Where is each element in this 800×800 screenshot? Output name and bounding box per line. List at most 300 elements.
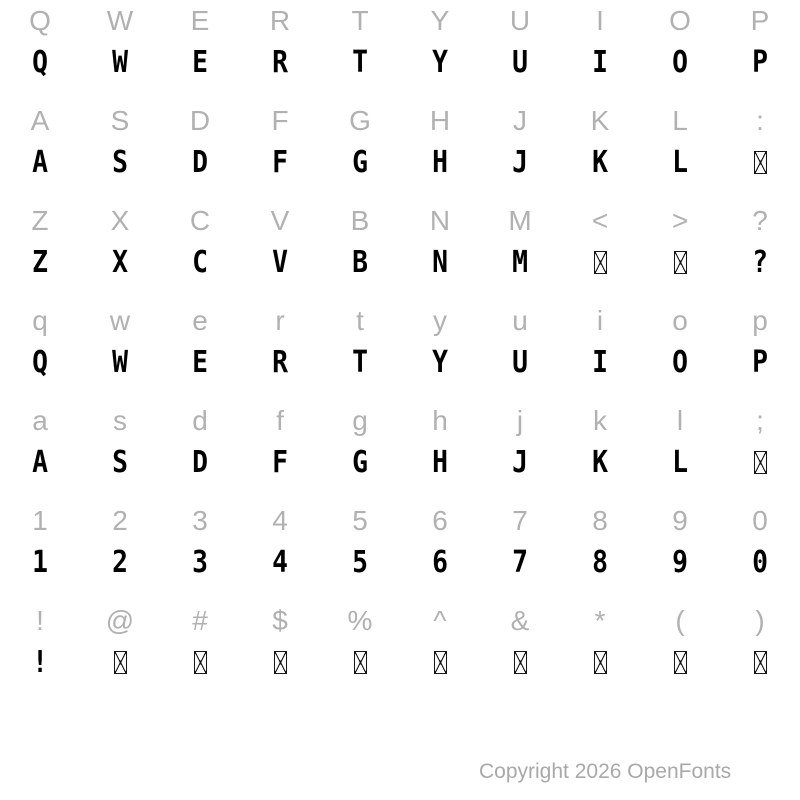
reference-cell [640,600,720,641]
missing-glyph-cell [240,640,320,685]
reference-row [0,300,800,341]
reference-cell [400,600,480,641]
rendered-char: H [432,144,448,180]
reference-char: * [594,604,606,636]
reference-cell [160,0,240,41]
reference-cell [720,0,800,41]
rendered-cell [80,440,160,485]
reference-row [0,400,800,441]
reference-cell [640,100,720,141]
rendered-char: L [672,144,688,180]
reference-cell [80,600,160,641]
reference-cell [240,400,320,441]
reference-char: > [671,204,689,236]
reference-cell [0,0,80,41]
reference-char: ) [755,604,765,636]
reference-cell [480,400,560,441]
rendered-cell [400,440,480,485]
reference-char: # [192,604,208,636]
rendered-cell [160,340,240,385]
reference-cell [240,100,320,141]
missing-glyph-cell [480,640,560,685]
rendered-char: I [592,344,608,380]
rendered-cell [320,340,400,385]
rendered-cell [240,140,320,185]
reference-char: G [349,104,371,136]
rendered-row [0,140,800,185]
rendered-cell [0,440,80,485]
reference-cell [720,500,800,541]
missing-glyph-cell [80,640,160,685]
reference-char: q [32,304,48,336]
rendered-char: 3 [192,544,208,580]
reference-char: I [596,4,604,36]
rendered-char: 2 [112,544,128,580]
rendered-cell [160,40,240,85]
rendered-row [0,440,800,485]
reference-cell [720,300,800,341]
missing-glyph-cell [720,140,800,185]
rendered-cell [480,340,560,385]
missing-glyph-cell [720,440,800,485]
rendered-cell [160,440,240,485]
reference-char: H [429,104,451,136]
reference-cell [480,200,560,241]
missing-glyph-cell [560,640,640,685]
rendered-cell [480,40,560,85]
rendered-cell [480,440,560,485]
reference-char: M [508,204,532,236]
rendered-char: T [352,344,368,380]
reference-cell [0,100,80,141]
rendered-cell [400,340,480,385]
reference-cell [80,400,160,441]
rendered-char: J [512,444,528,480]
reference-cell [240,300,320,341]
rendered-cell [0,240,80,285]
rendered-cell [400,540,480,585]
rendered-char: J [512,144,528,180]
reference-char: h [432,404,448,436]
reference-cell [480,600,560,641]
reference-cell [720,400,800,441]
rendered-cell [560,40,640,85]
rendered-char: E [192,44,208,80]
rendered-cell [160,540,240,585]
rendered-char: Q [32,44,48,80]
reference-char: P [750,4,770,36]
rendered-cell [720,340,800,385]
rendered-char: D [192,144,208,180]
reference-cell [160,200,240,241]
rendered-cell [640,540,720,585]
rendered-char: W [112,344,128,380]
notdef-box-icon [274,651,287,674]
reference-cell [560,400,640,441]
reference-cell [640,0,720,41]
rendered-cell [0,140,80,185]
reference-char: j [516,404,524,436]
notdef-box-icon [594,251,607,274]
rendered-char: 9 [672,544,688,580]
reference-row [0,600,800,641]
reference-cell [240,200,320,241]
missing-glyph-cell [160,640,240,685]
missing-glyph-cell [560,240,640,285]
reference-char: D [189,104,211,136]
reference-char: % [347,604,373,636]
reference-char: l [676,404,684,436]
reference-cell [400,100,480,141]
reference-cell [0,600,80,641]
reference-cell [80,200,160,241]
rendered-cell [320,240,400,285]
reference-char: E [190,4,210,36]
rendered-char: S [112,444,128,480]
rendered-char: I [592,44,608,80]
reference-cell [560,600,640,641]
rendered-cell [400,140,480,185]
reference-char: r [275,304,285,336]
reference-cell [400,400,480,441]
rendered-char: B [352,244,368,280]
reference-cell [560,200,640,241]
reference-char: 2 [112,504,128,536]
reference-char: J [513,104,527,136]
reference-cell [240,600,320,641]
rendered-cell [160,240,240,285]
rendered-char: Y [432,44,448,80]
reference-cell [560,100,640,141]
notdef-box-icon [594,651,607,674]
reference-cell [720,600,800,641]
rendered-char: 4 [272,544,288,580]
reference-cell [400,300,480,341]
reference-cell [560,0,640,41]
reference-cell [640,200,720,241]
reference-cell [0,200,80,241]
rendered-char: 6 [432,544,448,580]
reference-char: V [270,204,290,236]
reference-char: 0 [752,504,768,536]
reference-char: f [276,404,284,436]
rendered-cell [240,540,320,585]
reference-char: 6 [432,504,448,536]
reference-row [0,200,800,241]
missing-glyph-cell [400,640,480,685]
rendered-char: R [272,344,288,380]
rendered-cell [80,140,160,185]
reference-cell [400,200,480,241]
rendered-char: G [352,444,368,480]
rendered-char: ! [32,644,48,680]
rendered-char: R [272,44,288,80]
rendered-cell [0,340,80,385]
reference-cell [320,400,400,441]
rendered-char: F [272,144,288,180]
reference-char: X [110,204,130,236]
rendered-cell [320,40,400,85]
rendered-cell [240,340,320,385]
rendered-cell [560,440,640,485]
rendered-cell [80,40,160,85]
rendered-cell [480,540,560,585]
rendered-cell [240,240,320,285]
reference-char: ^ [433,604,447,636]
notdef-box-icon [754,151,767,174]
rendered-char: C [192,244,208,280]
reference-cell [560,500,640,541]
rendered-cell [320,440,400,485]
reference-cell [480,500,560,541]
rendered-cell [80,540,160,585]
reference-char: U [509,4,531,36]
rendered-char: M [512,244,528,280]
notdef-box-icon [754,451,767,474]
reference-char: & [510,604,530,636]
reference-char: O [669,4,691,36]
rendered-char: F [272,444,288,480]
rendered-cell [320,140,400,185]
reference-row [0,0,800,41]
notdef-box-icon [514,651,527,674]
missing-glyph-cell [720,640,800,685]
reference-cell [160,300,240,341]
charset-row-group-4 [0,300,800,400]
rendered-char: O [672,344,688,380]
reference-char: Z [31,204,49,236]
reference-cell [80,100,160,141]
reference-char: N [429,204,451,236]
rendered-cell [240,40,320,85]
reference-cell [720,100,800,141]
rendered-char: T [352,44,368,80]
rendered-char: A [32,444,48,480]
notdef-box-icon [114,651,127,674]
rendered-char: D [192,444,208,480]
reference-char: Y [430,4,450,36]
reference-cell [320,0,400,41]
reference-cell [320,200,400,241]
reference-char: L [672,104,688,136]
reference-char: Q [29,4,51,36]
reference-char: ( [675,604,685,636]
rendered-char: V [272,244,288,280]
notdef-box-icon [194,651,207,674]
reference-char: y [433,304,447,336]
reference-char: $ [272,604,288,636]
missing-glyph-cell [640,640,720,685]
rendered-char: 8 [592,544,608,580]
rendered-row [0,240,800,285]
rendered-cell [720,240,800,285]
reference-cell [80,300,160,341]
reference-cell [400,500,480,541]
copyright-text: Copyright 2026 OpenFonts [479,760,732,783]
reference-cell [320,300,400,341]
reference-char: S [110,104,130,136]
rendered-cell [720,540,800,585]
rendered-cell [480,240,560,285]
notdef-box-icon [674,251,687,274]
rendered-cell [640,40,720,85]
rendered-cell [400,240,480,285]
reference-char: 5 [352,504,368,536]
reference-char: : [756,104,764,136]
reference-cell [160,500,240,541]
missing-glyph-cell [640,240,720,285]
reference-cell [80,500,160,541]
reference-char: d [192,404,208,436]
reference-char: < [591,204,609,236]
reference-cell [480,300,560,341]
rendered-char: 0 [752,544,768,580]
reference-char: 3 [192,504,208,536]
rendered-cell [560,140,640,185]
reference-cell [480,100,560,141]
reference-char: u [512,304,528,336]
rendered-cell [640,440,720,485]
rendered-cell [240,440,320,485]
rendered-char: W [112,44,128,80]
rendered-char: H [432,444,448,480]
rendered-char: P [752,344,768,380]
charset-row-group-6 [0,500,800,600]
reference-cell [720,200,800,241]
reference-char: W [106,4,134,36]
reference-cell [320,500,400,541]
rendered-char: E [192,344,208,380]
notdef-box-icon [674,651,687,674]
reference-cell [640,300,720,341]
reference-cell [160,400,240,441]
reference-row [0,500,800,541]
rendered-cell [400,40,480,85]
reference-char: o [672,304,688,336]
notdef-box-icon [354,651,367,674]
rendered-char: 1 [32,544,48,580]
reference-char: ; [756,404,764,436]
rendered-char: K [592,444,608,480]
reference-char: s [113,404,127,436]
reference-char: A [30,104,50,136]
rendered-char: S [112,144,128,180]
reference-char: C [189,204,211,236]
reference-cell [480,0,560,41]
rendered-char: N [432,244,448,280]
reference-char: g [352,404,368,436]
reference-cell [160,600,240,641]
rendered-cell [640,140,720,185]
rendered-char: 5 [352,544,368,580]
rendered-cell [560,540,640,585]
missing-glyph-cell [320,640,400,685]
rendered-cell [0,640,80,685]
rendered-char: ? [752,244,768,280]
rendered-cell [640,340,720,385]
rendered-char: Q [32,344,48,380]
reference-cell [0,500,80,541]
charset-row-group-5 [0,400,800,500]
reference-row [0,100,800,141]
rendered-cell [480,140,560,185]
reference-cell [80,0,160,41]
rendered-row [0,40,800,85]
reference-cell [320,100,400,141]
reference-char: 4 [272,504,288,536]
rendered-cell [560,340,640,385]
reference-char: K [590,104,610,136]
rendered-cell [720,40,800,85]
rendered-cell [80,340,160,385]
reference-cell [400,0,480,41]
charset-row-group-2 [0,100,800,200]
reference-char: T [351,4,369,36]
reference-char: 1 [32,504,48,536]
rendered-char: O [672,44,688,80]
reference-char: R [269,4,291,36]
rendered-char: U [512,44,528,80]
reference-char: i [596,304,604,336]
reference-char: p [752,304,768,336]
reference-cell [640,400,720,441]
reference-char: 8 [592,504,608,536]
rendered-char: X [112,244,128,280]
rendered-char: L [672,444,688,480]
reference-cell [320,600,400,641]
rendered-cell [0,40,80,85]
rendered-row [0,340,800,385]
rendered-cell [160,140,240,185]
charset-row-group-3 [0,200,800,300]
reference-cell [0,300,80,341]
reference-char: 9 [672,504,688,536]
rendered-row [0,540,800,585]
rendered-char: Y [432,344,448,380]
reference-cell [0,400,80,441]
reference-cell [560,300,640,341]
reference-char: 7 [512,504,528,536]
rendered-char: P [752,44,768,80]
reference-char: F [271,104,289,136]
reference-char: e [192,304,208,336]
reference-char: k [593,404,607,436]
reference-char: ? [752,204,768,236]
reference-cell [640,500,720,541]
reference-cell [160,100,240,141]
reference-cell [240,500,320,541]
rendered-char: Z [32,244,48,280]
reference-char: w [109,304,131,336]
reference-char: ! [36,604,44,636]
charset-row-group-1 [0,0,800,100]
reference-char: t [356,304,364,336]
rendered-cell [320,540,400,585]
reference-char: B [350,204,370,236]
charset-row-group-7 [0,600,800,700]
rendered-char: U [512,344,528,380]
rendered-cell [0,540,80,585]
notdef-box-icon [434,651,447,674]
rendered-char: A [32,144,48,180]
rendered-cell [80,240,160,285]
rendered-char: 7 [512,544,528,580]
reference-cell [240,0,320,41]
reference-char: @ [105,604,135,636]
notdef-box-icon [754,651,767,674]
rendered-char: G [352,144,368,180]
reference-char: a [32,404,48,436]
